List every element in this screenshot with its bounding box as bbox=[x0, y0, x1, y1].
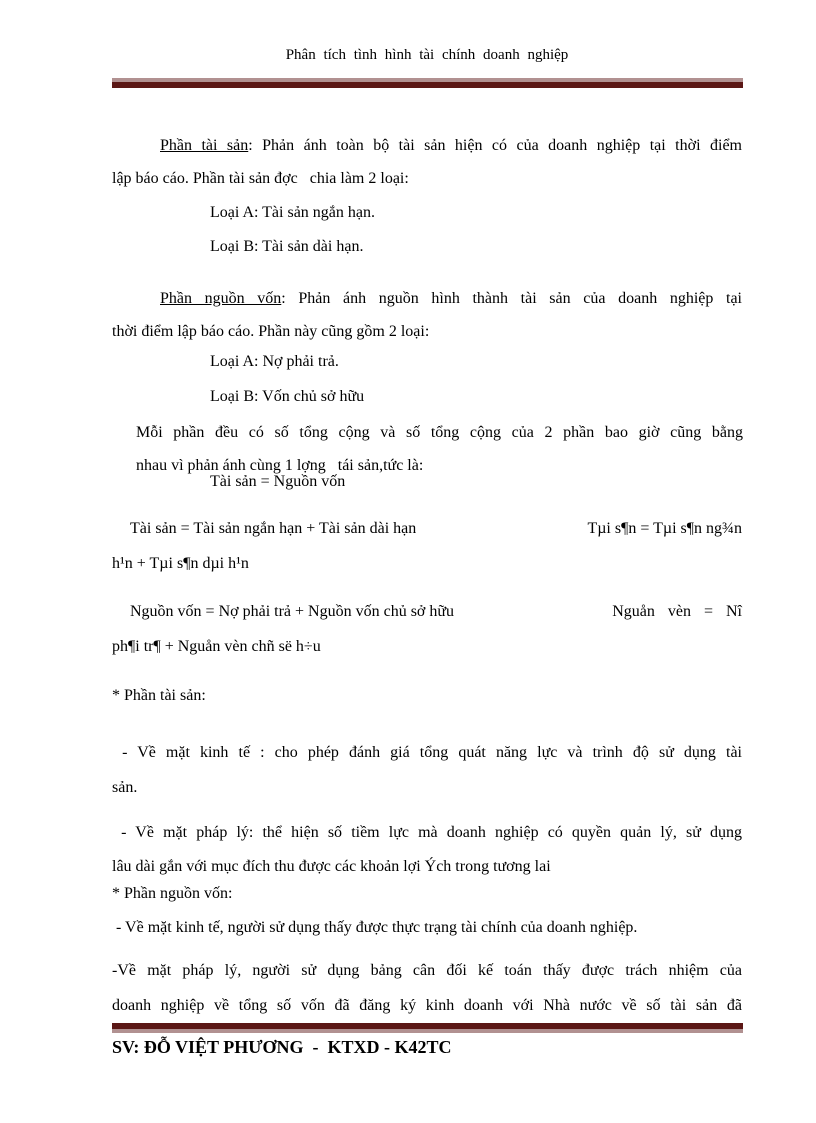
underlined-lead: Phần tài sản bbox=[160, 137, 249, 154]
formula-nguon-von-line1 bbox=[112, 602, 742, 622]
text-line: sản. bbox=[112, 779, 138, 796]
formula-nguon-von-line2-garbled: ph¶i tr¶ + Nguån vèn chñ së h÷u bbox=[112, 638, 321, 655]
text-line: - Về mặt kinh tế : cho phép đánh giá tổng quát năng lực và trình độ sử dụng tài bbox=[112, 744, 743, 761]
loai-b-tai-san: Loại B: Tài sản dài hạn. bbox=[210, 238, 364, 255]
paragraph-phap-ly-2 bbox=[112, 953, 742, 1023]
footer-signature: SV: ĐỖ VIỆT PHƯƠNG - KTXD - K42TC bbox=[112, 1037, 452, 1057]
formula-tai-san-line2-garbled: h¹n + Tµi s¶n dµi h¹n bbox=[112, 555, 249, 572]
paragraph-phap-ly-1 bbox=[112, 816, 742, 884]
paragraph-phan-nguon-von bbox=[112, 282, 742, 348]
paragraph-kinh-te-2: - Về mặt kinh tế, người sử dụng thấy được thực trạng tài chính của doanh nghiệp. bbox=[112, 919, 638, 936]
text-line: Mỗi phần đều có số tổng cộng và số tổng cộng của 2 phần bao giờ cũng bằng bbox=[136, 424, 743, 441]
lead-rest: : Phản ánh toàn bộ tài sản hiện có của doanh nghiệp tại thời điểm bbox=[248, 137, 742, 154]
paragraph-phan-tai-san bbox=[112, 129, 742, 195]
footer-rule bbox=[112, 1023, 743, 1033]
text-line: doanh nghiệp về tổng số vốn đã đăng ký kinh doanh với Nhà nước về số tài sản đã bbox=[112, 997, 742, 1014]
formula-left-segment: Nguồn vốn = Nợ phải trả + Nguồn vốn chủ sở hữu bbox=[130, 603, 455, 620]
text-line: - Về mặt pháp lý: thể hiện số tiềm lực mà doanh nghiệp có quyền quản lý, sử dụng bbox=[112, 824, 743, 841]
text-line: lập báo cáo. Phần tài sản đợc chia làm 2 loại: bbox=[112, 170, 409, 187]
lead-rest: : Phản ánh nguồn hình thành tài sản của doanh nghiệp tại bbox=[281, 290, 743, 307]
header-rule bbox=[112, 78, 743, 88]
formula-right-segment-garbled: Nguån vèn = Nî bbox=[612, 603, 742, 620]
formula-left-segment: Tài sản = Tài sản ngắn hạn + Tài sản dài hạn bbox=[130, 520, 417, 537]
page-header-title: Phân tích tình hình tài chính doanh nghiệp bbox=[285, 47, 569, 63]
formula-tai-san-line1 bbox=[112, 519, 742, 539]
text-line: lâu dài gắn với mục đích thu được các khoản lợi Ých trong tương lai bbox=[112, 858, 551, 875]
text-line bbox=[112, 282, 742, 315]
underlined-lead: Phần nguồn vốn bbox=[160, 290, 282, 307]
loai-b-nguon-von: Loại B: Vốn chủ sở hữu bbox=[210, 388, 365, 405]
text-line: nhau vì phản ánh cùng 1 lợng tái sản,tức là: bbox=[136, 457, 424, 474]
equation-tai-san-nguon-von: Tài sản = Nguồn vốn bbox=[210, 473, 346, 490]
text-line: thời điểm lập báo cáo. Phần này cũng gồm 2 loại: bbox=[112, 323, 430, 340]
loai-a-nguon-von: Loại A: Nợ phải trả. bbox=[210, 353, 339, 370]
heading-phan-nguon-von: * Phần nguồn vốn: bbox=[112, 885, 233, 902]
header-rule-dark-line bbox=[112, 82, 743, 88]
paragraph-kinh-te-1 bbox=[112, 735, 742, 805]
formula-right-segment-garbled: Tµi s¶n = Tµi s¶n ng¾n bbox=[587, 520, 742, 537]
text-line: -Về mặt pháp lý, người sử dụng bảng cân đối kế toán thấy được trách nhiệm của bbox=[112, 962, 742, 979]
text-line bbox=[112, 129, 742, 162]
loai-a-tai-san: Loại A: Tài sản ngắn hạn. bbox=[210, 204, 375, 221]
footer-rule-light-line bbox=[112, 1029, 743, 1033]
heading-phan-tai-san: * Phần tài sản: bbox=[112, 687, 206, 704]
